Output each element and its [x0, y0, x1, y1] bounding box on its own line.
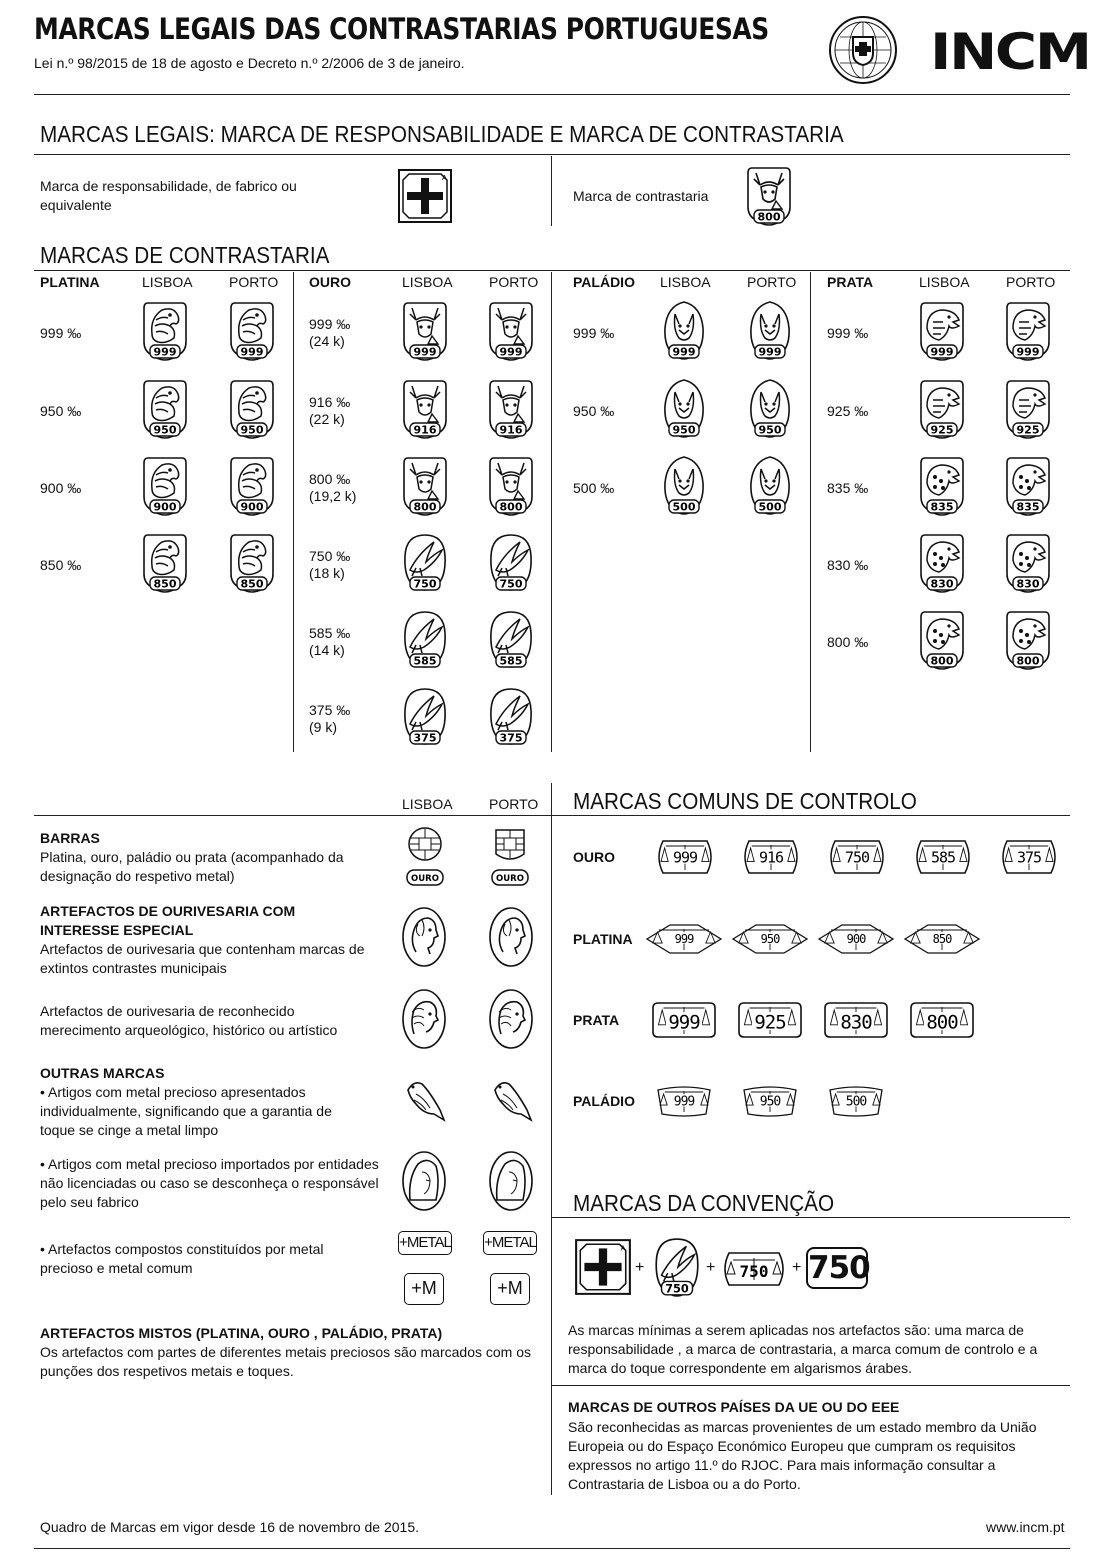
ccm-paladio-label: PALÁDIO	[573, 1093, 635, 1109]
ouro-row-585-label	[309, 625, 350, 659]
platina-lisboa-label: LISBOA	[142, 274, 193, 290]
ccm-platina-850-mark-value: 850	[932, 931, 952, 946]
platina-row-850-label	[40, 557, 81, 574]
platina-row-850-label-fineness: 850 ‰	[40, 557, 82, 573]
imported-hood-lisboa-mark	[400, 1150, 448, 1212]
prata-row-800-label	[827, 634, 868, 651]
convencao-heading: MARCAS DA CONVENÇÃO	[573, 1190, 835, 1216]
m-tag-porto: +M	[490, 1273, 530, 1305]
paladio-porto-label: PORTO	[747, 274, 797, 290]
artistic-head-porto-mark	[487, 988, 535, 1050]
special-porto-label: PORTO	[489, 796, 539, 812]
ouro-row-999-label-fineness: 999 ‰	[309, 316, 351, 332]
paladio-999-lisboa-mark-value: 999	[672, 345, 696, 359]
municipal-head-lisboa-mark	[400, 906, 448, 968]
footer-url[interactable]: www.incm.pt	[986, 1519, 1065, 1535]
convencao-text: As marcas mínimas a serem aplicadas nos artefactos são: uma marca de responsabilidade , a marca de contrastaria, a marca comum de controlo e a marca do toque correspondente em algarismos árabes.	[568, 1322, 1038, 1376]
ouro-row-375-label-karat: (9 k)	[309, 719, 337, 735]
barras-tag: OURO	[411, 874, 439, 884]
ouro-porto-label: PORTO	[489, 274, 539, 290]
ouro-999-lisboa-mark	[402, 300, 448, 362]
convention-ccm-value: 750	[739, 1262, 769, 1281]
ouro-row-800-label	[309, 471, 356, 505]
ccm-prata-800-mark	[910, 1000, 974, 1040]
platina-porto-label: PORTO	[229, 274, 279, 290]
mistos-title: ARTEFACTOS MISTOS (PLATINA, OURO , PALÁDIO, PRATA)	[40, 1325, 443, 1341]
prata-800-porto-mark-value: 800	[1016, 654, 1040, 668]
ouro-750-porto-mark	[488, 532, 534, 594]
platina-850-lisboa-mark-value: 850	[153, 577, 177, 591]
plus-2: +	[706, 1259, 716, 1276]
platina-col-label: PLATINA	[40, 274, 100, 290]
barras-lisboa-mark	[405, 824, 445, 890]
platina-850-lisboa-mark	[142, 532, 188, 594]
ccm-paladio-950-mark-value: 950	[759, 1094, 781, 1110]
convention-ccm-mark-icon	[719, 1250, 789, 1288]
ouro-999-lisboa-mark-value: 999	[413, 345, 437, 359]
municipal-head-porto-mark	[487, 906, 535, 968]
platina-row-950-label-fineness: 950 ‰	[40, 403, 82, 419]
paladio-950-porto-mark-value: 950	[758, 423, 782, 437]
ouro-row-585-label-karat: (14 k)	[309, 642, 345, 658]
special-lisboa-label: LISBOA	[402, 796, 453, 812]
ccm-prata-label: PRATA	[573, 1012, 620, 1028]
barras-tag-porto: OURO	[496, 874, 524, 884]
legal-heading: MARCAS LEGAIS: MARCA DE RESPONSABILIDADE E MARCA DE CONTRASTARIA	[40, 121, 844, 147]
artistic-head-lisboa-mark	[400, 988, 448, 1050]
platina-950-lisboa-mark-value: 950	[153, 423, 177, 437]
platina-850-porto-mark	[229, 532, 275, 594]
ccm-ouro-375-mark	[999, 838, 1059, 876]
ouro-750-porto-mark-value: 750	[499, 577, 523, 591]
ouro-col-label: OURO	[309, 274, 351, 290]
ouro-row-999-label-karat: (24 k)	[309, 333, 345, 349]
ccm-prata-830-mark	[824, 1000, 888, 1040]
ouro-800-porto-mark	[488, 455, 534, 517]
ouro-750-lisboa-mark-value: 750	[413, 577, 437, 591]
prata-835-porto-mark-value: 835	[1016, 500, 1040, 514]
coat-of-arms-icon	[828, 15, 898, 85]
paladio-row-500-label-fineness: 500 ‰	[573, 480, 615, 496]
platina-999-lisboa-mark	[142, 300, 188, 362]
barras-text: Platina, ouro, paládio ou prata (acompanhado da designação do respetivo metal)	[40, 849, 344, 884]
ccm-ouro-label: OURO	[573, 849, 615, 865]
prata-925-porto-mark	[1005, 378, 1051, 440]
ouro-375-lisboa-mark	[402, 686, 448, 748]
ccm-platina-950-mark	[731, 922, 809, 956]
prata-835-porto-mark	[1005, 455, 1051, 517]
outras-text-1: • Artigos com metal precioso apresentados individualmente, significando que a garantia de toque se cinge a metal limpo	[40, 1084, 332, 1138]
metal-tag-porto: +METAL	[483, 1231, 537, 1255]
page-title: MARCAS LEGAIS DAS CONTRASTARIAS PORTUGUESAS	[34, 12, 769, 46]
platina-900-porto-mark	[229, 455, 275, 517]
prata-925-lisboa-mark-value: 925	[930, 423, 954, 437]
contr-mark-value: 800	[757, 210, 781, 224]
platina-900-lisboa-mark	[142, 455, 188, 517]
ccm-ouro-999-mark-value: 999	[672, 848, 698, 867]
responsibility-mark-icon	[395, 166, 455, 226]
prata-porto-label: PORTO	[1006, 274, 1056, 290]
paladio-999-porto-mark-value: 999	[758, 345, 782, 359]
outros-paises-text: São reconhecidas as marcas provenientes de um estado membro da União Europeia ou do Espaço Económico Europeu que cumpram os requisitos expressos no artigo 11.º do RJOC. Para mais informação consultar a Contrastaria de Lisboa ou a do Porto.	[568, 1419, 1037, 1492]
paladio-500-porto-mark-value: 500	[758, 500, 782, 514]
paladio-999-lisboa-mark	[661, 300, 707, 362]
ouro-row-375-label-fineness: 375 ‰	[309, 702, 351, 718]
ccm-paladio-500-mark-value: 500	[845, 1094, 867, 1110]
ouro-800-lisboa-mark-value: 800	[413, 500, 437, 514]
prata-999-porto-mark-value: 999	[1016, 345, 1040, 359]
ouro-916-lisboa-mark-value: 916	[413, 423, 437, 437]
prata-925-lisboa-mark	[919, 378, 965, 440]
svg-text:A: A	[620, 1243, 626, 1253]
prata-col-label: PRATA	[827, 274, 874, 290]
prata-row-925-label	[827, 403, 868, 420]
contrastaria-heading: MARCAS DE CONTRASTARIA	[40, 242, 330, 268]
paladio-row-500-label	[573, 480, 614, 497]
metal-limpo-bird-porto-mark	[487, 1070, 535, 1132]
ccm-prata-999-mark-value: 999	[668, 1011, 700, 1034]
platina-row-999-label	[40, 325, 81, 342]
ccm-platina-label: PLATINA	[573, 931, 633, 947]
outras-text-2: • Artigos com metal precioso importados por entidades não licenciadas ou caso se desconheça o responsável pelo seu fabrico	[40, 1156, 379, 1210]
imported-hood-porto-mark	[487, 1150, 535, 1212]
ouro-row-916-label	[309, 394, 350, 428]
prata-800-porto-mark	[1005, 609, 1051, 671]
ouro-916-porto-mark-value: 916	[499, 423, 523, 437]
paladio-row-950-label-fineness: 950 ‰	[573, 403, 615, 419]
prata-835-lisboa-mark-value: 835	[930, 500, 954, 514]
prata-row-830-label-fineness: 830 ‰	[827, 557, 869, 573]
ouro-row-750-label-fineness: 750 ‰	[309, 548, 351, 564]
platina-999-porto-mark-value: 999	[240, 345, 264, 359]
page-subtitle: Lei n.º 98/2015 de 18 de agosto e Decreto n.º 2/2006 de 3 de janeiro.	[34, 55, 465, 71]
prata-830-porto-mark	[1005, 532, 1051, 594]
prata-999-lisboa-mark-value: 999	[930, 345, 954, 359]
ccm-paladio-999-mark-value: 999	[673, 1094, 695, 1110]
ouro-585-porto-mark-value: 585	[499, 654, 523, 668]
prata-row-999-label-fineness: 999 ‰	[827, 325, 869, 341]
paladio-row-999-label	[573, 325, 614, 342]
prata-999-lisboa-mark	[919, 300, 965, 362]
plus-3: +	[792, 1259, 802, 1276]
convention-swallow-mark-icon	[650, 1236, 704, 1300]
ccm-paladio-999-mark	[654, 1084, 714, 1118]
prata-row-925-label-fineness: 925 ‰	[827, 403, 869, 419]
prata-830-lisboa-mark-value: 830	[930, 577, 954, 591]
outros-paises-title: MARCAS DE OUTROS PAÍSES DA UE OU DO EEE	[568, 1399, 900, 1415]
ouro-row-375-label	[309, 702, 350, 736]
ouro-916-lisboa-mark	[402, 378, 448, 440]
prata-800-lisboa-mark	[919, 609, 965, 671]
ouro-800-lisboa-mark	[402, 455, 448, 517]
ouro-row-916-label-fineness: 916 ‰	[309, 394, 351, 410]
ouro-999-porto-mark-value: 999	[499, 345, 523, 359]
ouro-row-800-label-fineness: 800 ‰	[309, 471, 351, 487]
ouro-row-750-label-karat: (18 k)	[309, 565, 345, 581]
ouro-375-lisboa-mark-value: 375	[413, 731, 437, 745]
paladio-row-999-label-fineness: 999 ‰	[573, 325, 615, 341]
prata-row-835-label-fineness: 835 ‰	[827, 480, 869, 496]
platina-row-999-label-fineness: 999 ‰	[40, 325, 82, 341]
ccm-prata-999-mark	[652, 1000, 716, 1040]
prata-830-lisboa-mark	[919, 532, 965, 594]
ouro-row-750-label	[309, 548, 350, 582]
ouro-585-lisboa-mark-value: 585	[413, 654, 437, 668]
platina-950-porto-mark	[229, 378, 275, 440]
paladio-row-950-label	[573, 403, 614, 420]
prata-lisboa-label: LISBOA	[919, 274, 970, 290]
ouro-585-porto-mark	[488, 609, 534, 671]
platina-850-porto-mark-value: 850	[240, 577, 264, 591]
prata-925-porto-mark-value: 925	[1016, 423, 1040, 437]
comuns-heading: MARCAS COMUNS DE CONTROLO	[573, 788, 917, 814]
metal-limpo-bird-lisboa-mark	[400, 1070, 448, 1132]
m-tag-lisboa: +M	[404, 1273, 444, 1305]
prata-835-lisboa-mark	[919, 455, 965, 517]
paladio-500-porto-mark	[747, 455, 793, 517]
paladio-999-porto-mark	[747, 300, 793, 362]
ccm-ouro-585-mark	[913, 838, 973, 876]
ouro-750-lisboa-mark	[402, 532, 448, 594]
ccm-ouro-916-mark-value: 916	[758, 848, 784, 867]
outras-title: OUTRAS MARCAS	[40, 1065, 165, 1081]
convention-resp-mark-icon	[572, 1236, 634, 1298]
prata-row-835-label	[827, 480, 868, 497]
platina-950-lisboa-mark	[142, 378, 188, 440]
ccm-prata-925-mark	[738, 1000, 802, 1040]
ccm-prata-925-mark-value: 925	[754, 1011, 786, 1034]
contrastaria-mark-icon	[745, 165, 793, 227]
paladio-500-lisboa-mark-value: 500	[672, 500, 696, 514]
platina-row-900-label	[40, 480, 81, 497]
barras-title: BARRAS	[40, 830, 100, 846]
metal-tag-lisboa: +METAL	[398, 1231, 452, 1255]
plus-1: +	[635, 1259, 645, 1276]
paladio-950-lisboa-mark-value: 950	[672, 423, 696, 437]
resp-mark-label: Marca de responsabilidade, de fabrico ou equivalente	[40, 178, 297, 213]
ccm-platina-850-mark	[903, 922, 981, 956]
platina-row-900-label-fineness: 900 ‰	[40, 480, 82, 496]
contr-mark-label: Marca de contrastaria	[573, 188, 709, 204]
ccm-platina-900-mark	[817, 922, 895, 956]
ouro-lisboa-label: LISBOA	[402, 274, 453, 290]
mistos-text: Os artefactos com partes de diferentes metais preciosos são marcados com os punções dos respetivos metais e toques.	[40, 1344, 531, 1379]
ccm-platina-950-mark-value: 950	[760, 931, 780, 946]
ccm-ouro-750-mark-value: 750	[844, 848, 870, 867]
paladio-950-lisboa-mark	[661, 378, 707, 440]
prata-999-porto-mark	[1005, 300, 1051, 362]
ccm-platina-999-mark	[645, 922, 723, 956]
incm-logo: INCM	[930, 23, 1090, 81]
platina-999-porto-mark	[229, 300, 275, 362]
footer-note: Quadro de Marcas em vigor desde 16 de novembro de 2015.	[40, 1519, 420, 1535]
artefactos-title: ARTEFACTOS DE OURIVESARIA COM INTERESSE ESPECIAL	[40, 903, 296, 938]
platina-900-lisboa-mark-value: 900	[153, 500, 177, 514]
ouro-row-585-label-fineness: 585 ‰	[309, 625, 351, 641]
ouro-999-porto-mark	[488, 300, 534, 362]
artefactos-text-1: Artefactos de ourivesaria que contenham marcas de extintos contrastes municipais	[40, 941, 365, 976]
ccm-ouro-375-mark-value: 375	[1016, 848, 1042, 867]
ccm-prata-830-mark-value: 830	[840, 1011, 872, 1034]
platina-950-porto-mark-value: 950	[240, 423, 264, 437]
ccm-platina-900-mark-value: 900	[846, 931, 866, 946]
outras-text-3: • Artefactos compostos constituídos por metal precioso e metal comum	[40, 1241, 324, 1276]
prata-row-830-label	[827, 557, 868, 574]
paladio-950-porto-mark	[747, 378, 793, 440]
ccm-platina-999-mark-value: 999	[674, 931, 694, 946]
prata-800-lisboa-mark-value: 800	[930, 654, 954, 668]
barras-porto-mark	[490, 824, 530, 890]
ccm-ouro-999-mark	[655, 838, 715, 876]
artefactos-text-2: Artefactos de ourivesaria de reconhecido merecimento arqueológico, histórico ou artístico	[40, 1003, 338, 1038]
platina-row-950-label	[40, 403, 81, 420]
prata-830-porto-mark-value: 830	[1016, 577, 1040, 591]
paladio-col-label: PALÁDIO	[573, 274, 635, 290]
ouro-row-800-label-karat: (19,2 k)	[309, 488, 357, 504]
ouro-375-porto-mark-value: 375	[499, 731, 523, 745]
ccm-prata-800-mark-value: 800	[926, 1011, 958, 1034]
ccm-ouro-750-mark	[827, 838, 887, 876]
ouro-585-lisboa-mark	[402, 609, 448, 671]
convention-swallow-value: 750	[665, 1281, 689, 1296]
prata-row-999-label	[827, 325, 868, 342]
ccm-ouro-916-mark	[741, 838, 801, 876]
ccm-paladio-500-mark	[826, 1084, 886, 1118]
platina-999-lisboa-mark-value: 999	[153, 345, 177, 359]
ouro-row-999-label	[309, 316, 350, 350]
convention-fineness-mark: 750	[806, 1247, 868, 1289]
ouro-375-porto-mark	[488, 686, 534, 748]
ouro-800-porto-mark-value: 800	[499, 500, 523, 514]
paladio-lisboa-label: LISBOA	[660, 274, 711, 290]
ccm-paladio-950-mark	[740, 1084, 800, 1118]
prata-row-800-label-fineness: 800 ‰	[827, 634, 869, 650]
platina-900-porto-mark-value: 900	[240, 500, 264, 514]
svg-text:A: A	[442, 174, 447, 182]
paladio-500-lisboa-mark	[661, 455, 707, 517]
ouro-916-porto-mark	[488, 378, 534, 440]
ouro-row-916-label-karat: (22 k)	[309, 411, 345, 427]
ccm-ouro-585-mark-value: 585	[930, 848, 956, 867]
